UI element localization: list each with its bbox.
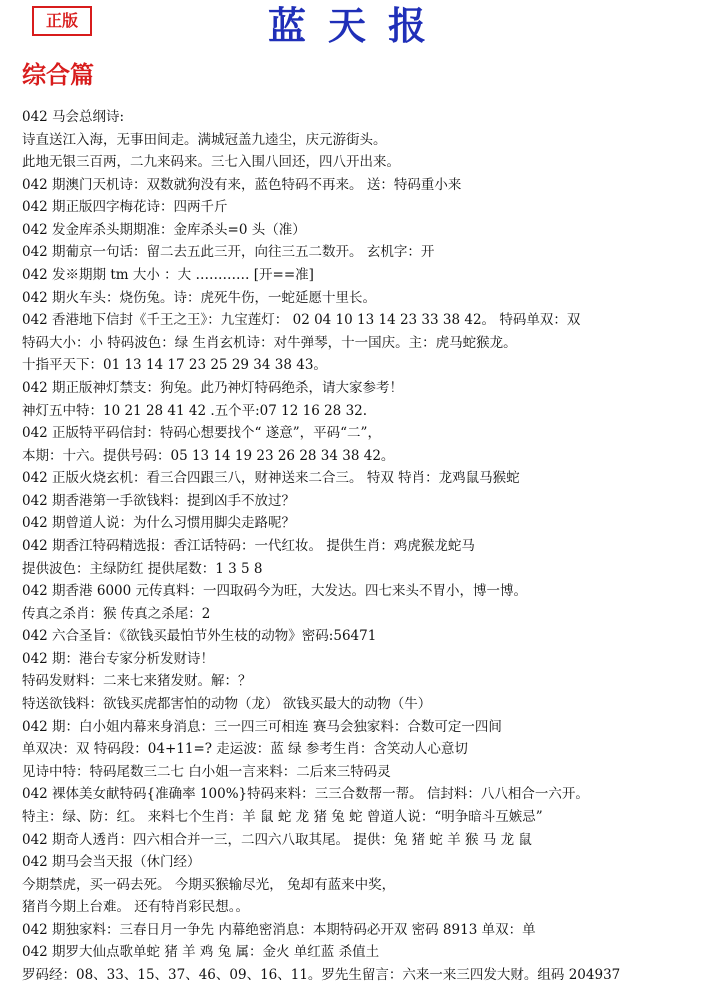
text-line: 本期：十六。提供号码：05 13 14 19 23 26 28 34 38 42。	[22, 447, 395, 464]
text-line: 猪肖今期上台难。 还有特肖彩民想。。	[22, 899, 250, 916]
text-line: 042 期澳门天机诗：双数就狗没有来，蓝色特码不再来。 送：特码重小来	[22, 176, 462, 193]
text-line: 神灯五中特：10 21 28 41 42 .五个平:07 12 16 28 32.	[22, 402, 368, 419]
text-line: 042 期香港 6000 元传真料：一四取码今为旺，大发达。四七来头不胃小，博一博。	[22, 583, 527, 600]
text-line: 042 期马会当天报（休门经）	[22, 854, 201, 871]
text-line: 042 六合圣旨：《欲钱买最怕节外生枝的动物》密码:56471	[22, 628, 377, 645]
text-line: 今期禁虎，买一码去死。 今期买猴输尽光， 兔却有蓝来中奖，	[22, 876, 396, 893]
text-line: 042 期香江特码精选报：香江话特码：一代红妆。 提供生肖：鸡虎猴龙蛇马	[22, 537, 475, 554]
text-line: 特码发财料：二来七来猪发财。解：？	[22, 673, 252, 690]
text-line: 此地无银三百两，二九来码来。三七入围八回还，四八开出来。	[22, 154, 400, 171]
section-title: 综合篇	[22, 60, 94, 89]
text-line: 042 裸体美女献特码{准确率 100%}特码来料：三三合数帮一帮。 信封料：八八相合一六开。	[22, 786, 589, 803]
text-line: 042 期：白小姐内幕来身消息：三一四三可相连 赛马会独家料：合数可定一四间	[22, 718, 502, 735]
text-line: 042 期正版神灯禁支：狗兔。此乃神灯特码绝杀，请大家参考！	[22, 379, 404, 396]
text-line: 042 期葡京一句话：留二去五此三开，向往三五二数开。 玄机字：开	[22, 244, 435, 261]
text-line: 单双决：双 特码段：04+11=? 走运波：蓝 绿 参考生肖：含笑动人心意切	[22, 741, 468, 758]
text-line: 特送欲钱料：欲钱买虎都害怕的动物（龙） 欲钱买最大的动物（牛）	[22, 696, 432, 713]
text-line: 传真之杀肖：猴 传真之杀尾：2	[22, 605, 211, 622]
text-line: 诗直送江入海，无事田间走。满城冠盖九逵尘，庆元游街头。	[22, 131, 387, 148]
text-line: 042 期独家料：三春日月一争先 内幕绝密消息：本期特码必开双 密码 8913 单双：单	[22, 921, 536, 938]
text-line: 042 发※期期 tm 大小 ：大 ………… [开==准]	[22, 267, 314, 284]
page-title: 蓝天报	[267, 3, 448, 48]
text-line: 042 正版火烧玄机：看三合四跟三八，财神送来二合三。 特双 特肖：龙鸡鼠马猴蛇	[22, 470, 520, 487]
text-line: 特主：绿、防：红。 来料七个生肖：羊 鼠 蛇 龙 猪 兔 蛇 曾道人说：“明争暗斗互嫉忌”	[22, 808, 543, 825]
text-line: 042 香港地下信封《千王之王》：九宝莲灯： 02 04 10 13 14 23 33 38 42。 特码单双：双	[22, 312, 581, 329]
text-line: 042 发金库杀头期期准：金库杀头=0 头（准）	[22, 221, 306, 238]
text-line: 见诗中特：特码尾数三二七 白小姐一言来料：二后来三特码灵	[22, 763, 391, 780]
text-line: 罗码经：08、33、15、37、46、09、16、11。罗先生留言：六来一来三四发大财。组码 204937	[22, 966, 621, 983]
text-line: 042 马会总纲诗:	[22, 109, 125, 125]
text-line: 提供波色：主绿防红 提供尾数：1 3 5 8	[22, 560, 263, 577]
text-line: 042 期正版四字梅花诗：四两千斤	[22, 199, 228, 216]
text-line: 042 期火车头：烧伤兔。诗：虎死牛伤，一蛇延愿十里长。	[22, 289, 377, 306]
text-line: 042 期香港第一手欲钱料：提到凶手不放过？	[22, 492, 296, 509]
text-line: 十指平天下：01 13 14 17 23 25 29 34 38 43。	[22, 357, 327, 374]
text-line: 特码大小：小 特码波色：绿 生肖玄机诗：对牛弹琴，十一国庆。主：虎马蛇猴龙。	[22, 334, 517, 351]
text-line: 042 期：港台专家分析发财诗！	[22, 650, 215, 667]
official-badge: 正版	[32, 6, 92, 36]
text-line: 042 期罗大仙点歌单蛇 猪 羊 鸡 兔 属：金火 单红蓝 杀值土	[22, 944, 380, 961]
text-line: 042 期奇人透肖：四六相合并一三，二四六八取其尾。 提供：兔 猪 蛇 羊 猴 马 龙 鼠	[22, 831, 532, 848]
text-line: 042 期曾道人说：为什么习惯用脚尖走路呢？	[22, 515, 296, 532]
text-line: 042 正版特平码信封：特码心想要找个“ 遂意”，平码“二”，	[22, 425, 381, 442]
content-lines	[22, 106, 690, 987]
